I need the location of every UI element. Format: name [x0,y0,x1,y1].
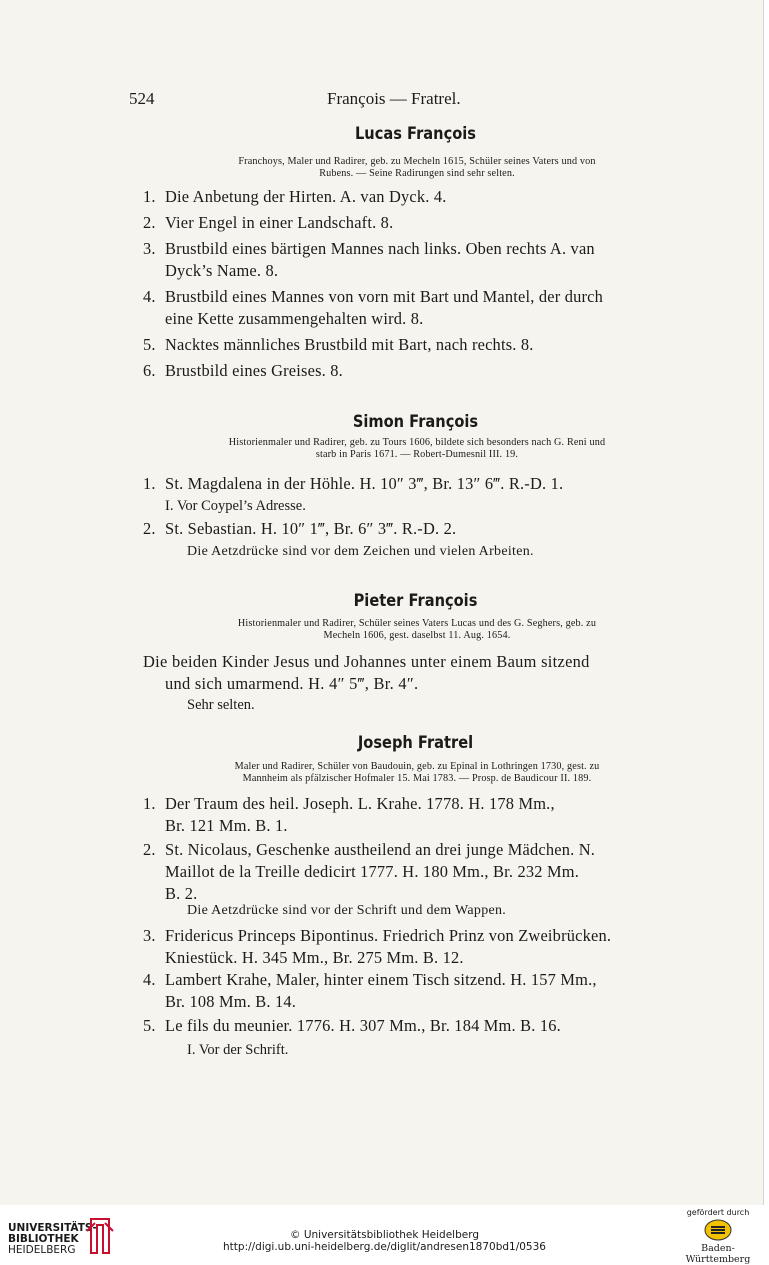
entry-note: Die Aetzdrücke sind vor der Schrift und dem Wappen. [187,903,507,918]
artist-bio [157,437,677,461]
source-url-link[interactable]: http://digi.ub.uni-heidelberg.de/diglit/andresen1870bd1/0536 [223,1241,546,1253]
bio-line: Mannheim als pfälzischer Hofmaler 15. Mai 1783. — Prosp. de Baudicour II. 189. [242,773,592,784]
entry-line: und sich umarmend. H. 4″ 5‴, Br. 4″. [165,674,419,693]
running-head [129,89,688,113]
entry-line: Die beiden Kinder Jesus und Johannes unter einem Baum sitzend [143,652,590,671]
catalog-entry [143,793,688,837]
catalog-entry [143,651,688,695]
copyright-block [0,1229,769,1253]
entry-line: Br. 121 Mm. B. 1. [165,816,288,835]
bio-line: Maler und Radirer, Schüler von Baudouin, geb. zu Epinal in Lothringen 1730, gest. zu [234,761,600,772]
entry-text: Brustbild eines Greises. 8. [165,361,343,380]
entry-text [143,925,688,969]
bio-line: starb in Paris 1671. — Robert-Dumesnil III. 19. [315,449,519,460]
catalog-entry [143,286,688,330]
library-name-line: BIBLIOTHEK [8,1233,79,1245]
library-name-line: UNIVERSITÄTS- [8,1222,97,1234]
running-title: François — Fratrel. [327,89,461,108]
entry-text [143,839,688,905]
catalog-entry [143,839,688,905]
entry-number: 1. [143,474,156,493]
catalog-entry [143,969,688,1013]
entry-text: St. Magdalena in der Höhle. H. 10″ 3‴, Br. 13″ 6‴. R.-D. 1. [165,474,564,493]
catalog-entry [143,360,688,382]
bio-line: Historienmaler und Radirer, Schüler seines Vaters Lucas und des G. Seghers, geb. zu [237,618,597,629]
catalog-entry [143,212,688,234]
entry-line: Lambert Krahe, Maler, hinter einem Tisch sitzend. H. 157 Mm., [165,970,597,989]
entry-line: Maillot de la Treille dedicirt 1777. H. 180 Mm., Br. 232 Mm. [165,862,580,881]
entry-line: Brustbild eines bärtigen Mannes nach links. Oben rechts A. van [165,239,595,258]
entry-number: 5. [143,1016,156,1035]
entry-number: 1. [143,187,156,206]
entry-note: Sehr selten. [187,697,255,713]
entry-number: 4. [143,287,156,306]
entry-line: Fridericus Princeps Bipontinus. Friedrich Prinz von Zweibrücken. [165,926,612,945]
bio-line: Rubens. — Seine Radirungen sind sehr selten. [319,168,515,179]
sponsor-block [678,1208,758,1265]
entry-line: Br. 108 Mm. B. 14. [165,992,297,1011]
artist-bio [157,618,677,642]
bio-line: Franchoys, Maler und Radirer, geb. zu Mecheln 1615, Schüler seines Vaters und von [238,156,596,167]
entry-number: 5. [143,335,156,354]
entry-line: Brustbild eines Mannes von vorn mit Bart und Mantel, der durch [165,287,604,306]
section-heading: Pieter François [353,591,478,611]
artist-bio [157,156,677,180]
entry-line: Dyck’s Name. 8. [165,261,279,280]
entry-line: Kniestück. H. 345 Mm., Br. 275 Mm. B. 12. [165,948,464,967]
catalog-entry [143,186,688,208]
entry-number: 4. [143,970,156,989]
bio-line: Mecheln 1606, gest. daselbst 11. Aug. 1654. [323,630,511,641]
entry-number: 2. [143,840,156,859]
entry-number: 3. [143,926,156,945]
entry-state-note: I. Vor der Schrift. [187,1042,289,1058]
entry-line: Der Traum des heil. Joseph. L. Krahe. 1778. H. 178 Mm., [165,794,555,813]
catalog-entry [143,473,688,495]
footer [0,1205,769,1265]
entry-number: 2. [143,213,156,232]
catalog-entry [143,238,688,282]
entry-text [143,969,688,1013]
artist-bio [157,761,677,785]
entry-number: 6. [143,361,156,380]
entry-line: B. 2. [165,884,198,903]
catalog-entry [143,1015,688,1037]
entry-note: Die Aetzdrücke sind vor dem Zeichen und vielen Arbeiten. [187,544,534,559]
entry-text [143,238,688,282]
catalog-entry [143,925,688,969]
catalog-entry [143,334,688,356]
catalog-entry [143,518,688,540]
section-heading: Lucas François [354,124,477,144]
entry-text: Nacktes männliches Brustbild mit Bart, nach rechts. 8. [165,335,534,354]
entry-text: Le fils du meunier. 1776. H. 307 Mm., Br. 184 Mm. B. 16. [165,1016,561,1035]
entry-number: 3. [143,239,156,258]
sponsor-label: gefördert durch [686,1208,750,1217]
entry-text: Vier Engel in einer Landschaft. 8. [165,213,394,232]
entry-number: 1. [143,794,156,813]
entry-text: St. Sebastian. H. 10″ 1‴, Br. 6″ 3‴. R.-D. 2. [165,519,457,538]
library-name-line: HEIDELBERG [8,1244,76,1256]
entry-line: eine Kette zusammengehalten wird. 8. [165,309,424,328]
section-heading: Simon François [352,412,479,432]
entry-number: 2. [143,519,156,538]
section-heading: Joseph Fratrel [357,733,474,753]
page-number: 524 [129,89,155,108]
sponsor-name: Baden-Württemberg [685,1243,751,1265]
entry-text: Die Anbetung der Hirten. A. van Dyck. 4. [165,187,447,206]
entry-text [143,793,688,837]
bio-line: Historienmaler und Radirer, geb. zu Tours 1606, bildete sich besonders nach G. Reni und [228,437,606,448]
entry-line: St. Nicolaus, Geschenke austheilend an drei junge Mädchen. N. [165,840,596,859]
baden-wuerttemberg-seal-icon [703,1219,733,1241]
copyright-text: © Universitätsbibliothek Heidelberg [289,1229,479,1241]
entry-state-note: I. Vor Coypel’s Adresse. [165,498,306,514]
entry-text [143,286,688,330]
